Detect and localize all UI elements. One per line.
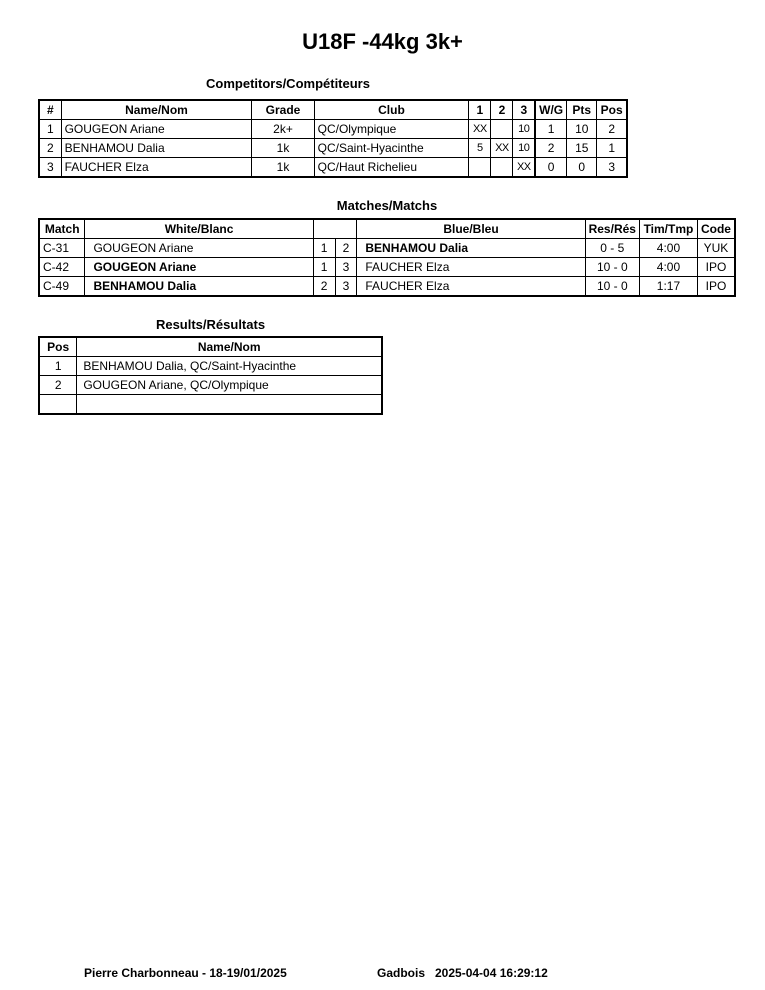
result-name: BENHAMOU Dalia, QC/Saint-Hyacinthe <box>77 357 382 376</box>
result-name <box>77 395 382 415</box>
col-grade: Grade <box>252 100 314 120</box>
page-title: U18F -44kg 3k+ <box>302 29 463 54</box>
match-white-num: 1 <box>313 258 335 277</box>
match-code: IPO <box>697 258 735 277</box>
match-white: BENHAMOU Dalia <box>85 277 313 297</box>
results-heading: Results/Résultats <box>155 317 266 332</box>
competitor-row <box>39 158 627 178</box>
match-blue: BENHAMOU Dalia <box>357 239 585 258</box>
match-row <box>39 239 735 258</box>
competitors-heading: Competitors/Compétiteurs <box>206 76 370 91</box>
match-white: GOUGEON Ariane <box>85 239 313 258</box>
competitor-num: 2 <box>39 139 61 158</box>
col-white: White/Blanc <box>85 219 313 239</box>
col-white-num <box>313 219 335 239</box>
results-table <box>38 336 383 415</box>
col-num: # <box>39 100 61 120</box>
competitor-round-1: 5 <box>469 139 491 158</box>
competitor-num: 1 <box>39 120 61 139</box>
competitor-pts: 0 <box>567 158 597 178</box>
match-code: YUK <box>697 239 735 258</box>
competitor-row <box>39 139 627 158</box>
competitor-club: QC/Haut Richelieu <box>314 158 469 178</box>
col-blue-num <box>335 219 357 239</box>
match-result: 10 - 0 <box>585 277 639 297</box>
competitor-round-1 <box>469 158 491 178</box>
results-header-row <box>39 337 382 357</box>
competitors-table <box>38 99 628 178</box>
matches-header-row <box>39 219 735 239</box>
footer-event-info: Pierre Charbonneau - 18-19/01/2025 <box>84 966 287 980</box>
result-name: GOUGEON Ariane, QC/Olympique <box>77 376 382 395</box>
competitor-pts: 10 <box>567 120 597 139</box>
competitor-name: BENHAMOU Dalia <box>61 139 252 158</box>
competitor-pts: 15 <box>567 139 597 158</box>
match-white: GOUGEON Ariane <box>85 258 313 277</box>
competitor-round-3: XX <box>513 158 535 178</box>
match-row <box>39 277 735 297</box>
match-blue-num: 3 <box>335 258 357 277</box>
competitor-round-3: 10 <box>513 139 535 158</box>
competitor-grade: 1k <box>252 139 314 158</box>
competitor-round-2 <box>491 120 513 139</box>
competitor-pos: 1 <box>597 139 627 158</box>
col-club: Club <box>314 100 469 120</box>
footer-print-info: Gadbois 2025-04-04 16:29:12 <box>377 966 548 980</box>
col-name: Name/Nom <box>61 100 252 120</box>
competitor-club: QC/Olympique <box>314 120 469 139</box>
result-row <box>39 357 382 376</box>
match-row <box>39 258 735 277</box>
match-white-num: 2 <box>313 277 335 297</box>
competitor-pos: 3 <box>597 158 627 178</box>
col-result-pos: Pos <box>39 337 77 357</box>
matches-heading: Matches/Matchs <box>336 198 438 213</box>
competitor-num: 3 <box>39 158 61 178</box>
competitor-round-2 <box>491 158 513 178</box>
col-time: Tim/Tmp <box>639 219 697 239</box>
competitor-club: QC/Saint-Hyacinthe <box>314 139 469 158</box>
competitor-wg: 1 <box>535 120 567 139</box>
match-time: 1:17 <box>639 277 697 297</box>
result-row <box>39 376 382 395</box>
col-code: Code <box>697 219 735 239</box>
col-match: Match <box>39 219 85 239</box>
match-blue: FAUCHER Elza <box>357 258 585 277</box>
match-blue-num: 2 <box>335 239 357 258</box>
col-pts: Pts <box>567 100 597 120</box>
matches-table <box>38 218 736 297</box>
competitor-grade: 2k+ <box>252 120 314 139</box>
competitor-round-1: XX <box>469 120 491 139</box>
competitor-round-3: 10 <box>513 120 535 139</box>
competitor-pos: 2 <box>597 120 627 139</box>
competitor-grade: 1k <box>252 158 314 178</box>
match-time: 4:00 <box>639 258 697 277</box>
competitor-name: GOUGEON Ariane <box>61 120 252 139</box>
col-result-name: Name/Nom <box>77 337 382 357</box>
col-pos: Pos <box>597 100 627 120</box>
col-round-3: 3 <box>513 100 535 120</box>
competitor-row <box>39 120 627 139</box>
col-wg: W/G <box>535 100 567 120</box>
result-pos: 1 <box>39 357 77 376</box>
match-white-num: 1 <box>313 239 335 258</box>
col-round-2: 2 <box>491 100 513 120</box>
competitor-name: FAUCHER Elza <box>61 158 252 178</box>
col-result: Res/Rés <box>585 219 639 239</box>
match-id: C-49 <box>39 277 85 297</box>
competitors-header-row <box>39 100 627 120</box>
match-id: C-42 <box>39 258 85 277</box>
match-result: 10 - 0 <box>585 258 639 277</box>
col-blue: Blue/Bleu <box>357 219 585 239</box>
competitor-round-2: XX <box>491 139 513 158</box>
result-row <box>39 395 382 415</box>
col-round-1: 1 <box>469 100 491 120</box>
match-result: 0 - 5 <box>585 239 639 258</box>
match-id: C-31 <box>39 239 85 258</box>
match-code: IPO <box>697 277 735 297</box>
match-blue: FAUCHER Elza <box>357 277 585 297</box>
match-time: 4:00 <box>639 239 697 258</box>
competitor-wg: 0 <box>535 158 567 178</box>
result-pos: 2 <box>39 376 77 395</box>
match-blue-num: 3 <box>335 277 357 297</box>
competitor-wg: 2 <box>535 139 567 158</box>
result-pos <box>39 395 77 415</box>
